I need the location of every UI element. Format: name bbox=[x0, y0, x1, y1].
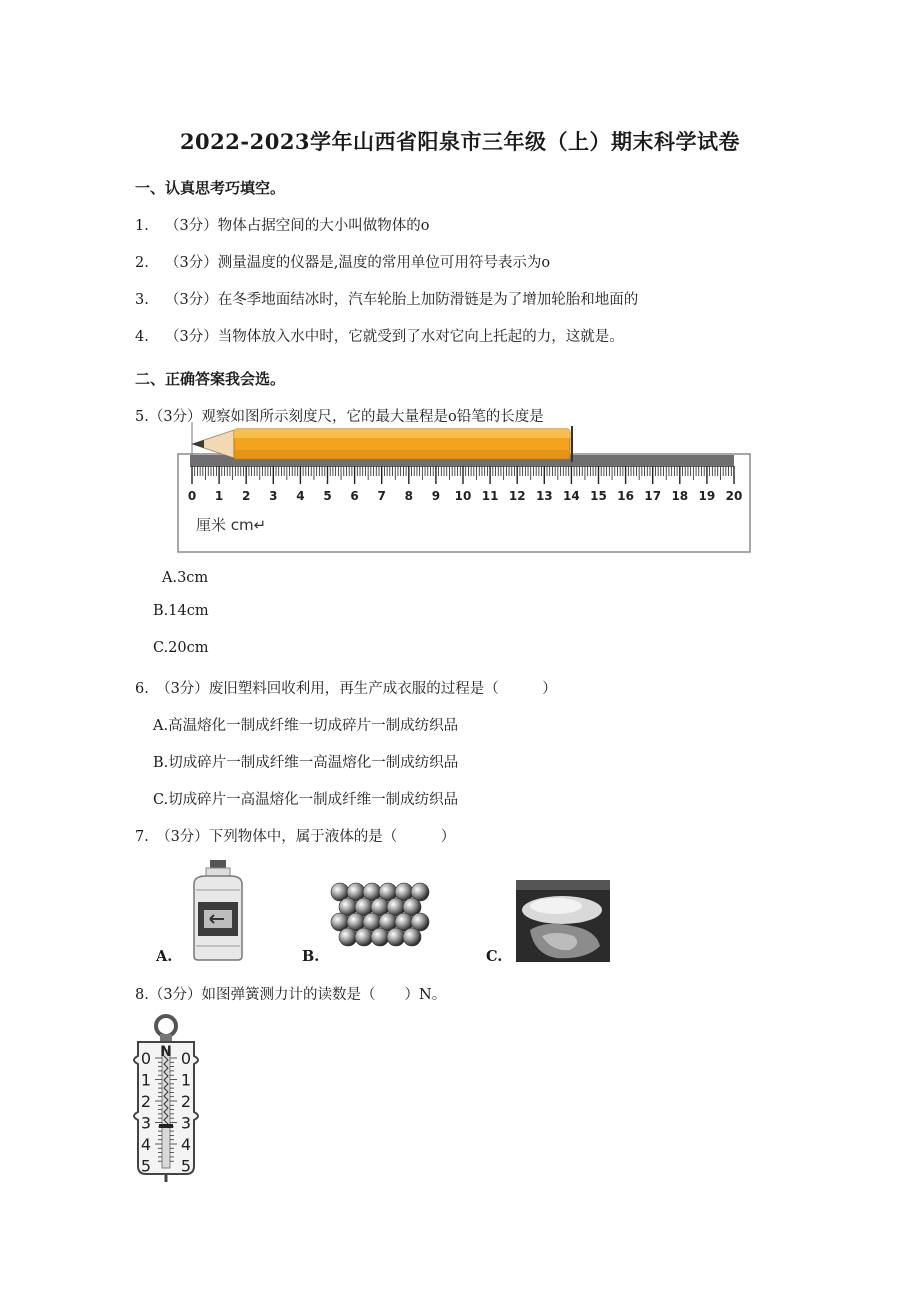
page-title: 2022-2023学年山西省阳泉市三年级（上）期末科学试卷 bbox=[179, 129, 741, 154]
ruler-ticks bbox=[192, 466, 734, 484]
question-6: 6. （3分）废旧塑料回收利用，再生产成衣服的过程是（ ） bbox=[135, 681, 557, 697]
steel-balls-image bbox=[328, 880, 432, 960]
question-7: 7. （3分）下列物体中，属于液体的是（ ） bbox=[135, 829, 456, 845]
ruler-tick-label: 19 bbox=[698, 489, 716, 503]
ruler-tick-label: 4 bbox=[296, 489, 305, 503]
scale-label: 4 bbox=[140, 1135, 152, 1154]
question-8: 8.（3分）如图弹簧测力计的读数是（ ）N。 bbox=[135, 987, 447, 1003]
ruler-tick-label: 0 bbox=[187, 489, 197, 503]
ruler-tick-label: 5 bbox=[323, 489, 332, 503]
ruler-unit-label: 厘米 cm↵ bbox=[196, 516, 267, 534]
ruler-tick-label: 6 bbox=[350, 489, 359, 503]
scale-label: 0 bbox=[140, 1049, 152, 1068]
ruler-tick-label: 14 bbox=[563, 489, 580, 503]
ruler-tick-label: 8 bbox=[404, 489, 413, 503]
water-bottle-image bbox=[186, 858, 250, 962]
ruler-tick-label: 18 bbox=[671, 489, 689, 503]
section-2-heading: 二、正确答案我会选。 bbox=[135, 370, 286, 388]
q6-option-a: A.高温熔化一制成纤维一切成碎片一制成纺织品 bbox=[153, 718, 459, 734]
ruler-pencil-figure bbox=[176, 422, 754, 556]
steel-ball bbox=[371, 928, 389, 946]
ruler-tick-label: 3 bbox=[269, 489, 278, 503]
ruler-tick-label: 17 bbox=[644, 489, 662, 503]
ruler-tick-labels bbox=[188, 489, 743, 503]
q5-option-b: B.14cm bbox=[153, 603, 209, 619]
question-5: 5.（3分）观察如图所示刻度尺，它的最大量程是o铅笔的长度是 bbox=[135, 409, 544, 425]
scale-label: 2 bbox=[180, 1092, 192, 1111]
question-2-number: 2. bbox=[135, 255, 149, 271]
question-4-number: 4. bbox=[135, 329, 149, 345]
scale-label: 5 bbox=[180, 1156, 192, 1176]
steel-ball bbox=[387, 928, 405, 946]
q7-option-c-label: C. bbox=[486, 948, 503, 965]
ruler-body bbox=[178, 454, 750, 552]
question-1-number: 1. bbox=[135, 218, 149, 234]
question-3-number: 3. bbox=[135, 292, 149, 308]
q7-option-b-label: B. bbox=[302, 948, 320, 965]
steel-ball bbox=[403, 928, 421, 946]
spring-pointer bbox=[159, 1124, 173, 1128]
steel-ball bbox=[339, 928, 357, 946]
q7-option-a-label: A. bbox=[156, 948, 173, 965]
pencil bbox=[192, 426, 572, 462]
scale-label: 0 bbox=[180, 1049, 192, 1068]
q5-option-c: C.20cm bbox=[153, 640, 209, 656]
ruler-tick-label: 15 bbox=[590, 489, 607, 503]
ruler-tick-label: 20 bbox=[725, 489, 743, 503]
ruler-tick-label: 7 bbox=[377, 489, 386, 503]
q5-option-a: A.3cm bbox=[162, 570, 209, 586]
question-3-text: （3分）在冬季地面结冰时，汽车轮胎上加防滑链是为了增加轮胎和地面的 bbox=[165, 292, 639, 308]
scale-label: 3 bbox=[180, 1113, 192, 1133]
scale-label: 1 bbox=[140, 1070, 152, 1090]
ruler-tick-label: 9 bbox=[431, 489, 441, 503]
steel-ball bbox=[355, 928, 373, 946]
q6-option-b: B.切成碎片一制成纤维一高温熔化一制成纺织品 bbox=[153, 755, 459, 771]
ruler-tick-label: 1 bbox=[214, 489, 224, 503]
ruler-tick-label: 13 bbox=[535, 489, 553, 503]
spring-scale-figure bbox=[128, 1012, 204, 1182]
question-4 bbox=[135, 325, 624, 346]
scale-label: 2 bbox=[140, 1092, 152, 1111]
scale-label: 5 bbox=[140, 1156, 152, 1176]
question-4-text: （3分）当物体放入水中时，它就受到了水对它向上托起的力，这就是。 bbox=[165, 329, 624, 345]
spring-scale-ring bbox=[156, 1016, 176, 1036]
q6-option-c: C.切成碎片一高温熔化一制成纤维一制成纺织品 bbox=[153, 792, 459, 808]
question-1-text: （3分）物体占据空间的大小叫做物体的o bbox=[165, 218, 430, 234]
ruler-tick-label: 11 bbox=[481, 489, 499, 503]
spring-scale-unit: N bbox=[160, 1044, 172, 1060]
scale-label: 4 bbox=[180, 1135, 192, 1154]
rock-image bbox=[516, 880, 610, 962]
question-1 bbox=[135, 214, 429, 235]
ruler-tick-label: 2 bbox=[242, 489, 251, 503]
section-1-heading: 一、认真思考巧填空。 bbox=[135, 179, 286, 197]
question-2 bbox=[135, 251, 550, 272]
question-3 bbox=[135, 288, 638, 309]
question-2-text: （3分）测量温度的仪器是,温度的常用单位可用符号表示为o bbox=[165, 255, 551, 271]
ruler-tick-label: 10 bbox=[454, 489, 472, 503]
scale-label: 1 bbox=[180, 1070, 192, 1090]
scale-label: 3 bbox=[140, 1113, 152, 1133]
ruler-tick-label: 16 bbox=[617, 489, 634, 503]
ruler-tick-label: 12 bbox=[508, 489, 526, 503]
